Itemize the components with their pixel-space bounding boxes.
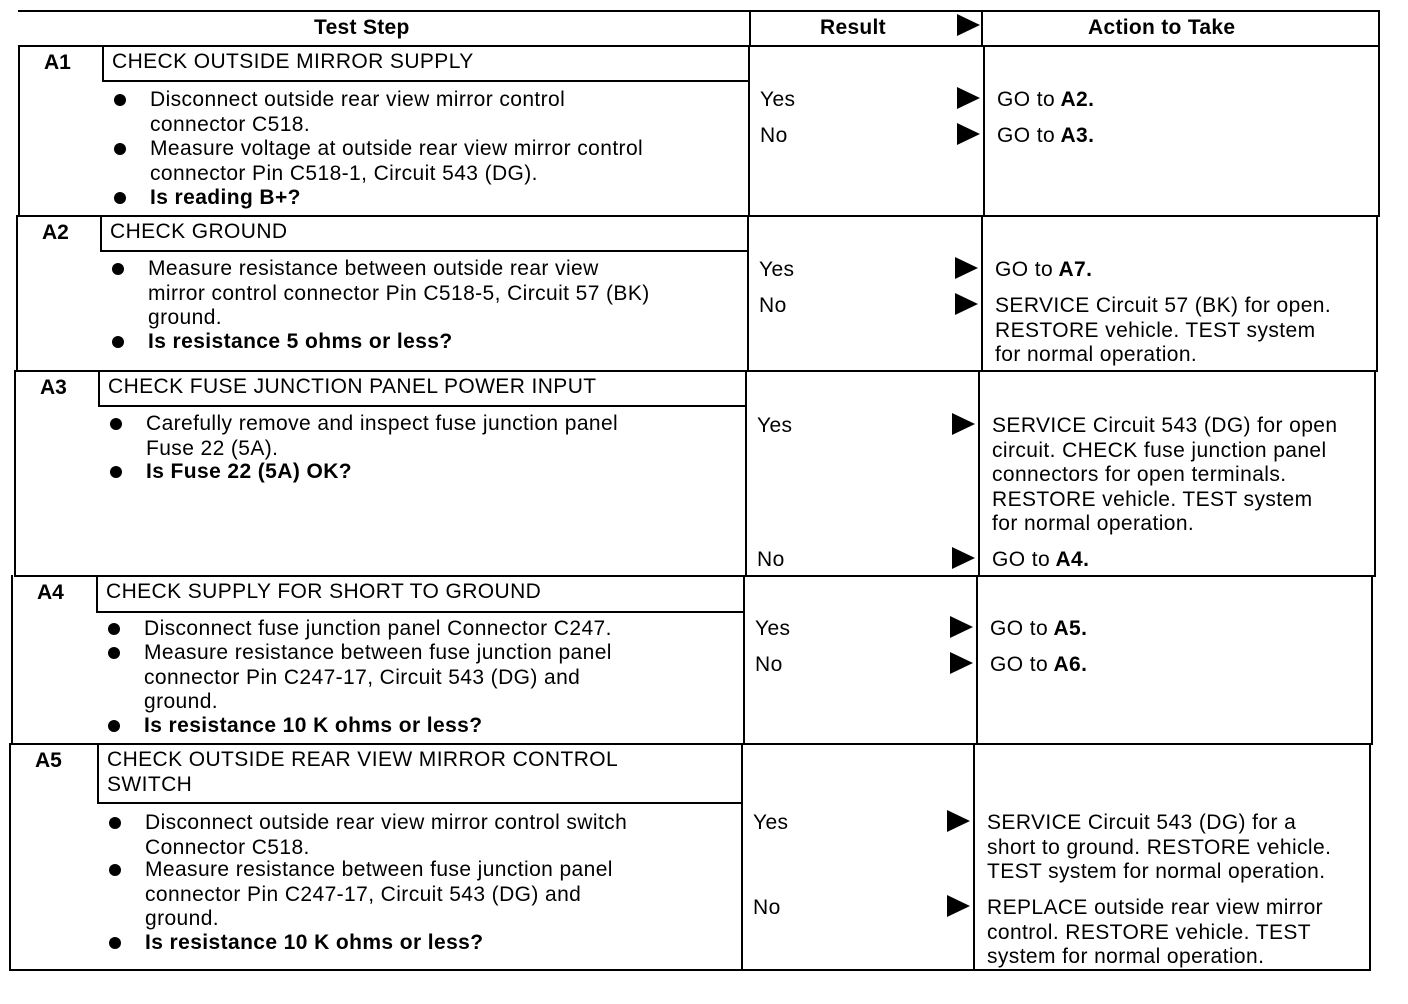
step-title-underline bbox=[97, 802, 741, 804]
result-no: No bbox=[753, 896, 781, 919]
step-instruction: Disconnect fuse junction panel Connector C247. bbox=[144, 617, 612, 640]
action-lead-text: GO to bbox=[997, 124, 1056, 147]
header-action-to-take: Action to Take bbox=[1088, 16, 1236, 39]
row-bottom-border bbox=[11, 743, 1373, 745]
row-right-border bbox=[1378, 45, 1380, 215]
header-result-arrow-icon bbox=[957, 14, 980, 36]
bullet-icon bbox=[109, 817, 121, 829]
step-question: Is reading B+? bbox=[150, 186, 301, 209]
result-arrow-icon bbox=[955, 257, 978, 279]
action-target-step: A3. bbox=[1055, 124, 1095, 147]
action-lead-text: GO to bbox=[990, 617, 1049, 640]
result-action-divider bbox=[978, 370, 980, 575]
step-result-divider bbox=[747, 215, 749, 370]
step-instruction: Measure resistance between outside rear view bbox=[148, 257, 599, 280]
action-text: SERVICE Circuit 57 (BK) for open. bbox=[995, 294, 1332, 317]
action-lead-text: GO to bbox=[992, 548, 1051, 571]
step-question: Is resistance 5 ohms or less? bbox=[148, 330, 453, 353]
row-right-border bbox=[1374, 370, 1376, 575]
row-right-border bbox=[1369, 743, 1371, 969]
step-instruction: connector Pin C247-17, Circuit 543 (DG) and bbox=[144, 665, 581, 689]
step-result-divider bbox=[741, 743, 743, 969]
result-arrow-icon bbox=[950, 616, 973, 638]
bullet-icon bbox=[114, 143, 126, 155]
step-id: A4 bbox=[37, 581, 64, 604]
result-arrow-icon bbox=[952, 547, 975, 569]
action-text: TEST system for normal operation. bbox=[987, 860, 1326, 883]
result-yes: Yes bbox=[760, 88, 796, 111]
step-instruction: Connector C518. bbox=[145, 835, 310, 859]
step-title: CHECK OUTSIDE REAR VIEW MIRROR CONTROL bbox=[107, 748, 619, 771]
action-text: circuit. CHECK fuse junction panel bbox=[992, 438, 1327, 462]
action-text: RESTORE vehicle. TEST system bbox=[992, 487, 1313, 511]
bullet-icon bbox=[110, 466, 122, 478]
action-target-step: A4. bbox=[1050, 548, 1090, 571]
step-result-divider bbox=[748, 45, 750, 215]
bullet-icon bbox=[114, 94, 126, 106]
step-id-divider bbox=[98, 370, 100, 405]
step-instruction: Measure resistance between fuse junction panel bbox=[145, 858, 613, 881]
step-title-underline bbox=[102, 80, 748, 82]
header-test-step: Test Step bbox=[314, 16, 410, 39]
header-divider-result bbox=[749, 10, 751, 46]
step-title-underline bbox=[98, 405, 745, 407]
header-divider-action bbox=[981, 10, 983, 46]
result-arrow-icon bbox=[955, 293, 978, 315]
step-instruction: Measure voltage at outside rear view mirror control bbox=[150, 137, 644, 160]
step-id-divider bbox=[96, 575, 98, 611]
step-title-underline bbox=[96, 611, 743, 613]
bullet-icon bbox=[112, 263, 124, 275]
result-arrow-icon bbox=[950, 652, 973, 674]
action-text bbox=[992, 548, 1089, 573]
action-target-step: A7. bbox=[1053, 258, 1093, 281]
result-yes: Yes bbox=[753, 811, 789, 834]
step-instruction: Carefully remove and inspect fuse junction panel bbox=[146, 412, 619, 435]
step-instruction: Disconnect outside rear view mirror control switch bbox=[145, 811, 628, 834]
bullet-icon bbox=[114, 192, 126, 204]
step-instruction: connector Pin C247-17, Circuit 543 (DG) and bbox=[145, 882, 582, 906]
action-lead-text: GO to bbox=[995, 258, 1054, 281]
step-title: CHECK SUPPLY FOR SHORT TO GROUND bbox=[106, 580, 542, 603]
bullet-icon bbox=[110, 418, 122, 430]
row-left-border bbox=[11, 575, 13, 743]
action-text bbox=[990, 617, 1087, 642]
step-instruction: Disconnect outside rear view mirror control bbox=[150, 88, 566, 111]
action-text: RESTORE vehicle. TEST system bbox=[995, 318, 1316, 342]
step-id: A2 bbox=[42, 221, 69, 244]
bullet-icon bbox=[108, 720, 120, 732]
action-text: REPLACE outside rear view mirror bbox=[987, 896, 1324, 919]
result-action-divider bbox=[983, 45, 985, 215]
action-lead-text: GO to bbox=[990, 653, 1049, 676]
step-id: A3 bbox=[40, 376, 67, 399]
row-left-border bbox=[18, 45, 20, 215]
bullet-icon bbox=[109, 937, 121, 949]
action-text: for normal operation. bbox=[992, 512, 1195, 535]
row-bottom-border bbox=[16, 370, 1378, 372]
step-id-divider bbox=[100, 215, 102, 250]
bullet-icon bbox=[108, 623, 120, 635]
row-right-border bbox=[1376, 215, 1378, 370]
result-yes: Yes bbox=[759, 258, 795, 281]
result-action-divider bbox=[981, 215, 983, 370]
step-instruction: Measure resistance between fuse junction panel bbox=[144, 641, 612, 664]
row-bottom-border bbox=[18, 215, 1380, 217]
step-result-divider bbox=[743, 575, 745, 743]
action-target-step: A6. bbox=[1048, 653, 1088, 676]
step-instruction: connector C518. bbox=[150, 112, 311, 136]
row-left-border bbox=[9, 743, 11, 969]
action-text: SERVICE Circuit 543 (DG) for a bbox=[987, 811, 1297, 834]
step-question: Is resistance 10 K ohms or less? bbox=[145, 931, 484, 954]
header-right-border bbox=[1378, 10, 1380, 46]
step-question: Is Fuse 22 (5A) OK? bbox=[146, 460, 352, 483]
step-title: CHECK FUSE JUNCTION PANEL POWER INPUT bbox=[108, 375, 597, 398]
action-text bbox=[997, 124, 1094, 149]
result-action-divider bbox=[973, 743, 975, 969]
action-text: control. RESTORE vehicle. TEST bbox=[987, 920, 1311, 944]
result-no: No bbox=[757, 548, 785, 571]
result-arrow-icon bbox=[957, 87, 980, 109]
step-instruction: ground. bbox=[145, 907, 220, 930]
action-target-step: A5. bbox=[1048, 617, 1088, 640]
action-text: connectors for open terminals. bbox=[992, 463, 1287, 486]
result-action-divider bbox=[976, 575, 978, 743]
step-id-divider bbox=[102, 45, 104, 80]
bullet-icon bbox=[108, 647, 120, 659]
step-title: CHECK OUTSIDE MIRROR SUPPLY bbox=[112, 50, 474, 73]
step-instruction: Fuse 22 (5A). bbox=[146, 436, 279, 460]
bullet-icon bbox=[109, 864, 121, 876]
action-text bbox=[990, 653, 1087, 678]
result-arrow-icon bbox=[957, 123, 980, 145]
step-question: Is resistance 10 K ohms or less? bbox=[144, 714, 483, 737]
result-no: No bbox=[755, 653, 783, 676]
result-arrow-icon bbox=[947, 810, 970, 832]
step-id: A1 bbox=[44, 51, 71, 74]
step-instruction: connector Pin C518-1, Circuit 543 (DG). bbox=[150, 161, 538, 185]
result-no: No bbox=[759, 294, 787, 317]
row-left-border bbox=[16, 215, 18, 370]
action-text: for normal operation. bbox=[995, 343, 1198, 366]
header-result: Result bbox=[820, 16, 886, 39]
row-bottom-border bbox=[14, 575, 1376, 577]
step-title: CHECK GROUND bbox=[110, 220, 288, 243]
step-instruction: ground. bbox=[148, 306, 223, 329]
action-text bbox=[995, 258, 1092, 283]
step-id-divider bbox=[97, 743, 99, 802]
table-top-border bbox=[18, 10, 1380, 12]
step-title-underline bbox=[100, 250, 747, 252]
action-text bbox=[997, 88, 1094, 113]
result-yes: Yes bbox=[755, 617, 791, 640]
step-id: A5 bbox=[35, 749, 62, 772]
result-arrow-icon bbox=[947, 895, 970, 917]
action-text: system for normal operation. bbox=[987, 945, 1265, 968]
step-result-divider bbox=[745, 370, 747, 575]
action-text: short to ground. RESTORE vehicle. bbox=[987, 835, 1332, 859]
step-title: SWITCH bbox=[107, 772, 193, 796]
action-text: SERVICE Circuit 543 (DG) for open bbox=[992, 414, 1338, 437]
step-instruction: ground. bbox=[144, 690, 219, 713]
result-arrow-icon bbox=[952, 413, 975, 435]
row-right-border bbox=[1371, 575, 1373, 743]
step-instruction: mirror control connector Pin C518-5, Circuit 57 (BK) bbox=[148, 281, 650, 305]
action-lead-text: GO to bbox=[997, 88, 1056, 111]
action-target-step: A2. bbox=[1055, 88, 1095, 111]
row-left-border bbox=[14, 370, 16, 575]
bullet-icon bbox=[112, 336, 124, 348]
header-bottom-border bbox=[18, 45, 1380, 47]
result-no: No bbox=[760, 124, 788, 147]
result-yes: Yes bbox=[757, 414, 793, 437]
